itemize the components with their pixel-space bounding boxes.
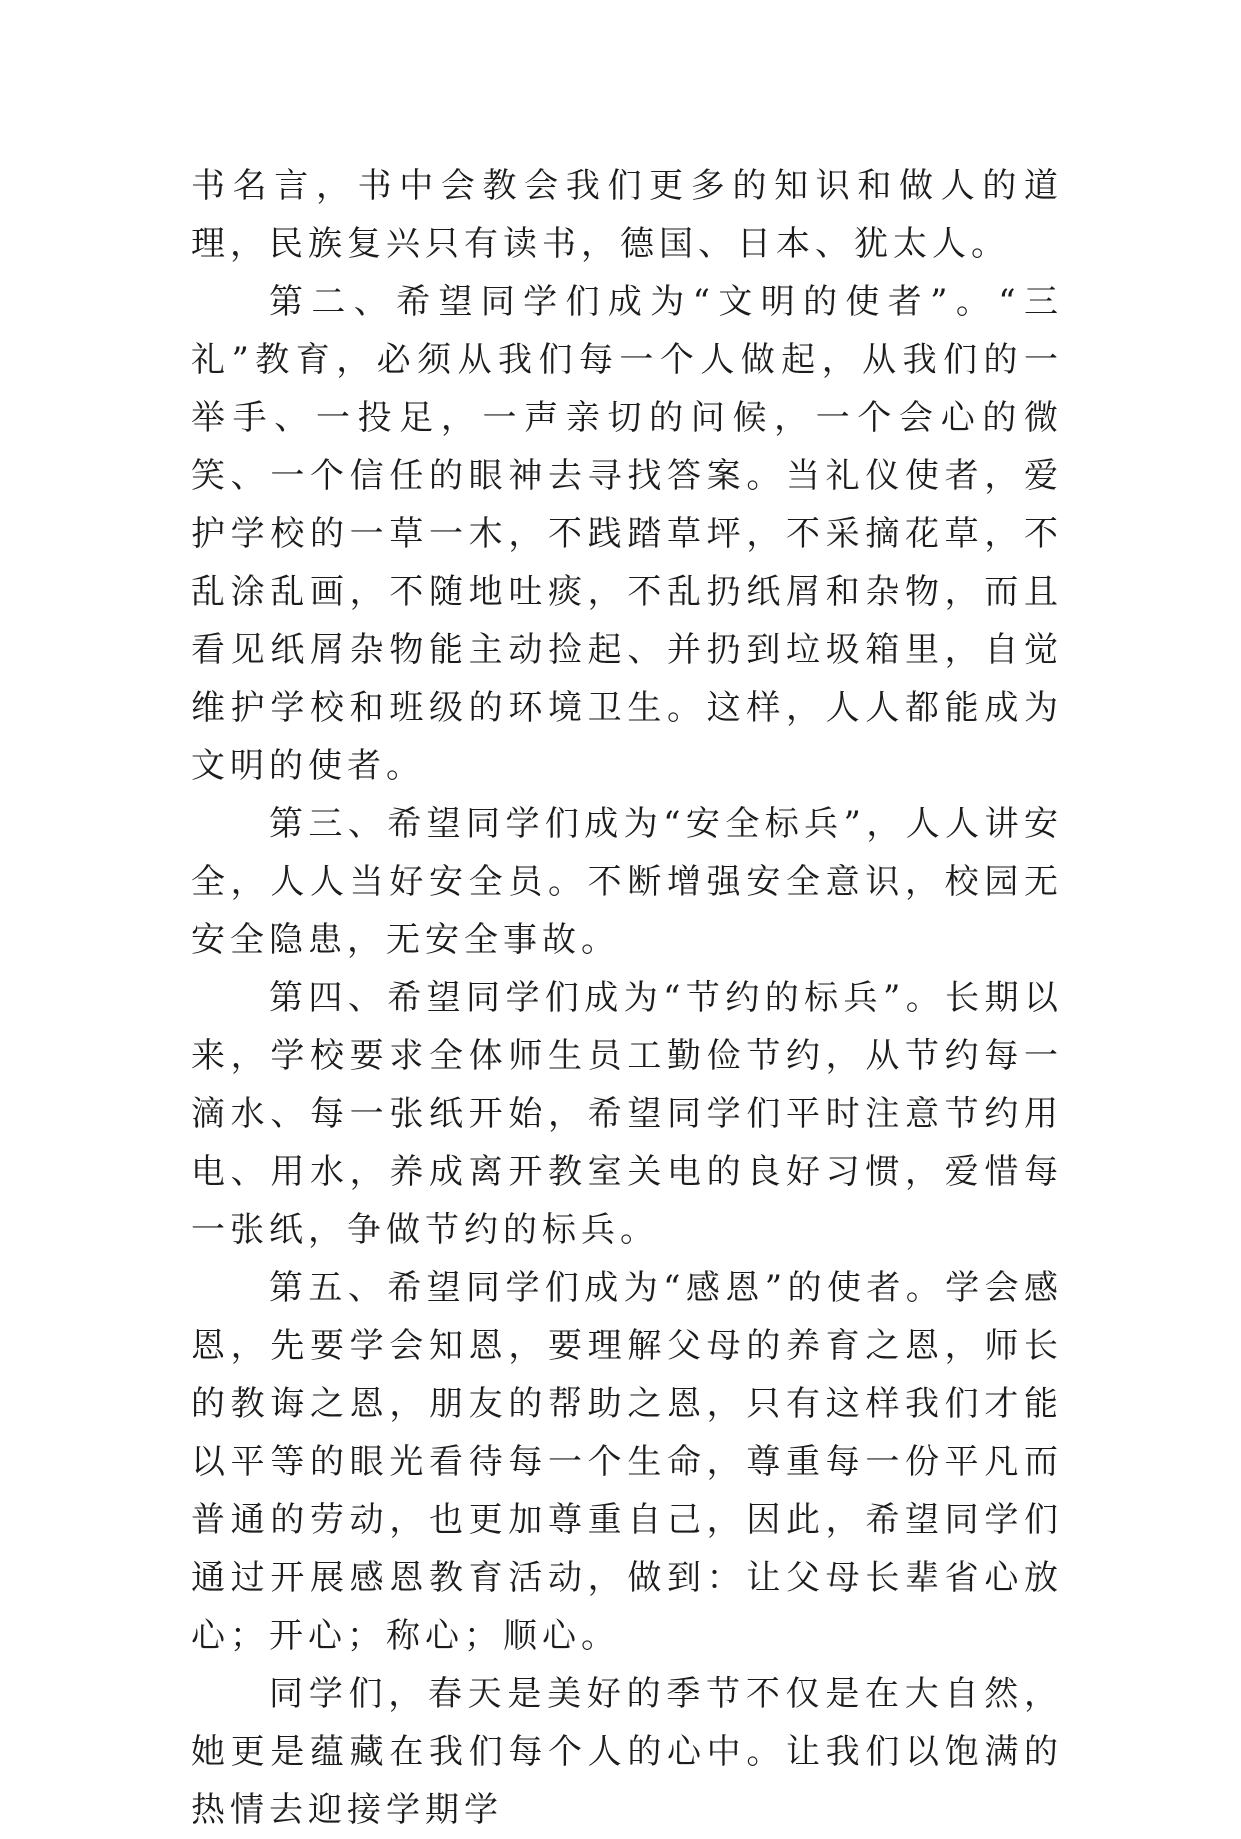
paragraph-continuation: 书名言，书中会教会我们更多的知识和做人的道理，民族复兴只有读书，德国、日本、犹太人。 <box>191 166 1063 264</box>
paragraph-gratitude-envoy: 第五、希望同学们成为“感恩”的使者。学会感恩，先要学会知恩，要理解父母的养育之恩，师长的教诲之恩，朋友的帮助之恩，只有这样我们才能以平等的眼光看待每一个生命，尊重每一份平凡而普通的劳动，也更加尊重自己，因此，希望同学们通过开展感恩教育活动，做到：让父母长辈省心放心；开心；称心；顺心。 <box>191 1268 1063 1656</box>
paragraph-thrift-model: 第四、希望同学们成为“节约的标兵”。长期以来，学校要求全体师生员工勤俭节约，从节约每一滴水、每一张纸开始，希望同学们平时注意节约用电、用水，养成离开教室关电的良好习惯，爱惜每一张纸，争做节约的标兵。 <box>191 978 1063 1250</box>
paragraph-safety-model: 第三、希望同学们成为“安全标兵”，人人讲安全，人人当好安全员。不断增强安全意识，校园无安全隐患，无安全事故。 <box>191 804 1063 960</box>
body-text <box>191 157 1063 1839</box>
paragraph-civility-envoy: 第二、希望同学们成为“文明的使者”。“三礼”教育，必须从我们每一个人做起，从我们的一举手、一投足，一声亲切的问候，一个会心的微笑、一个信任的眼神去寻找答案。当礼仪使者，爱护学校的一草一木，不践踏草坪，不采摘花草，不乱涂乱画，不随地吐痰，不乱扔纸屑和杂物，而且看见纸屑杂物能主动捡起、并扔到垃圾箱里，自觉维护学校和班级的环境卫生。这样，人人都能成为文明的使者。 <box>191 282 1063 786</box>
paragraph-closing: 同学们，春天是美好的季节不仅是在大自然，她更是蕴藏在我们每个人的心中。让我们以饱满的热情去迎接学期学 <box>191 1674 1063 1830</box>
